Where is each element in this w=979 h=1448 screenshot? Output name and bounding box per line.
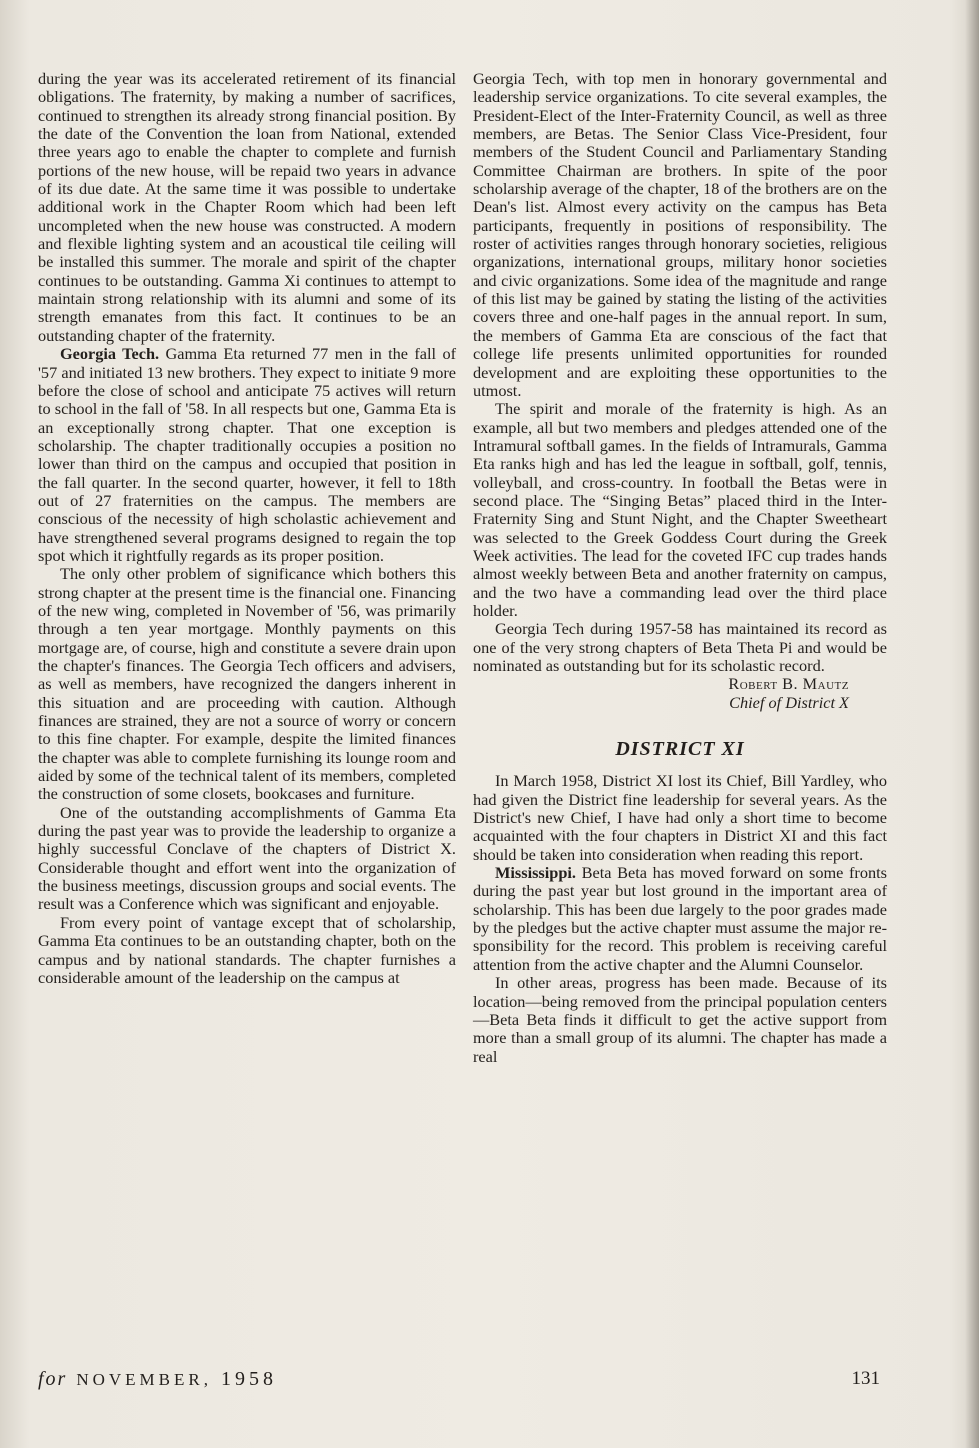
paragraph-mississippi xyxy=(473,864,887,974)
paragraph-text: Gamma Eta returned 77 men in the fall of '57 and initiated 13 new brothers. They expect to initiate 9 more before the close of school and anticipate 75 actives will return to school in the fall of '58. In all respects but one, Gamma Eta is an exceptionally strong chapter. That one exception is scholarship. The chapter traditionally occupies a position no lower than third on the campus and occupied that position in the fall quarter. In the second quarter, however, it fell to 18th out of 27 fraternities on the campus. The members are conscious of the necessity of high scholastic achievement and have strengthened several programs designed to regain the top spot which it rightfully regards as its proper position. xyxy=(38,344,457,565)
chapter-lead-georgia-tech: Georgia Tech. xyxy=(60,344,160,364)
page-number: 131 xyxy=(851,1368,880,1389)
paragraph-georgia-tech-intro xyxy=(38,345,456,565)
paragraph-record: Georgia Tech during 1957-58 has maintained its record as one of the very strong chapters of Beta Theta Pi and would be nominated as outstanding but for its scholastic record. xyxy=(473,619,887,675)
paragraph-vantage: From every point of vantage except that of scholarship, Gamma Eta continues to be an outstanding chapter, both on the campus and by national standards. The chapter furnishes a considerable amount of the leadership on the campus at xyxy=(38,912,456,987)
right-column xyxy=(473,70,887,1066)
footer-month: NOVEMBER, xyxy=(76,1370,212,1389)
paragraph-other-areas: In other areas, progress has been made. Because of its location—being removed from the principal population centers—Beta Beta finds it difficult to get the active support from more than a small group of its alumni. The chapter has made a real xyxy=(473,973,887,1066)
signature-name: Robert B. Mautz xyxy=(728,674,849,694)
footer-for: for xyxy=(38,1368,68,1390)
paragraph-leadership: Georgia Tech, with top men in honorary governmental and leadership service organizations. To cite several examples, the President-Elect of the Inter-Fraternity Council, as well as three members, are Betas. The Senior Class Vice-President, four members of the Student Council and Parliamentary Standing Committee Chairman are brothers. In spite of the poor scholarship average of the chapter, 18 of the brothers are on the Dean's list. Almost every activity on the campus has Beta participants, frequently in positions of responsibility. The roster of activities ranges through honorary societies, religious organizations, international groups, military honor societies and civic organizations. Some idea of the magnitude and range of this list may be gained by stating the listing of the activities covers three and one-half pages in the annual report. In sum, the members of Gamma Eta are conscious of the fact that college life presents unlimited opportunities for rounded development and are exploiting these opportunities to the utmost. xyxy=(473,69,887,400)
paragraph-text: Beta Beta has moved forward on some fronts during the past year but lost ground in the important area of scholarship. This has been due largely to the poor grades made by the pledges but the active chapter must assume the major responsibility for the record. This problem is receiving careful attention from the active chapter and the Alumni Counselor. xyxy=(473,863,887,974)
paragraph-district-xi-intro: In March 1958, District XI lost its Chief, Bill Yardley, who had given the District fine leadership for several years. As the District's new Chief, I have had only a short time to become acquainted with the four chapters in District XI and this fact should be taken into consideration when reading this report. xyxy=(473,771,887,864)
left-column xyxy=(38,70,456,987)
chapter-lead-mississippi: Mississippi. xyxy=(495,863,576,883)
issue-date xyxy=(38,1368,277,1391)
paragraph-financial-problem: The only other problem of significance which bothers this strong chapter at the present time is the financial one. Financing of the new wing, completed in November of '56, was primarily through a ten year mortgage. Monthly payments on this mortgage are, of course, high and constitute a severe drain upon the chapter's finances. The Georgia Tech officers and advisers, as well as members, have recognized the dangers inherent in this situation and are proceeding with caution. Although finances are strained, they are not a source of worry or concern to this fine chapter. For example, despite the limited finances the chapter was able to complete furnishing its lounge room and aided by some of the technical talent of its members, completed the construction of some closets, bookcases and furniture. xyxy=(38,564,456,804)
page-footer xyxy=(38,1368,880,1398)
paragraph-spirit-morale: The spirit and morale of the fraternity is high. As an example, all but two members and pledges attended one of the Intramural softball games. In the fields of Intramurals, Gamma Eta ranks high and has led the league in softball, golf, tennis, volleyball, and cross-country. In football the Betas were in second place. The “Singing Betas” placed third in the Inter-Fraternity Sing and Stunt Night, and the Chapter Sweetheart was selected to the Greek Goddess Court during the Greek Week activities. The lead for the coveted IFC cup trades hands almost weekly between Beta and another fraternity on campus, and the two have a commanding lead over the third place holder. xyxy=(473,399,887,620)
page-edge-shadow xyxy=(965,0,979,1448)
paragraph-gamma-xi-continued: during the year was its accelerated retirement of its financial obligations. The fraternity, by making a number of sacrifices, continued to strengthen its already strong financial position. By the date of the Convention the loan from National, extended three years ago to enable the chapter to complete and furnish portions of the new house, will be repaid two years in advance of its due date. At the same time it was possible to undertake additional work in the Chapter Room which had been left uncompleted when the new house was constructed. A modern and flexible lighting system and an acoustical tile ceiling will be installed this summer. The morale and spirit of the chapter continues to be outstanding. Gamma Xi continues to attempt to maintain strong relationship with its alumni and some of its strength emanates from this fact. It continues to be an outstanding chapter of the fraternity. xyxy=(38,69,456,345)
paragraph-conclave: One of the outstanding accomplishments of Gamma Eta during the past year was to provide the leadership to organize a highly successful Conclave of the chapters of District X. Considerable thought and effort went into the organization of the business meetings, discussion groups and social events. The result was a Conference which was significant and enjoyable. xyxy=(38,802,456,914)
section-heading-district-xi: DISTRICT XI xyxy=(615,738,745,761)
signature-title: Chief of District X xyxy=(729,692,849,712)
footer-year: 1958 xyxy=(221,1368,277,1390)
